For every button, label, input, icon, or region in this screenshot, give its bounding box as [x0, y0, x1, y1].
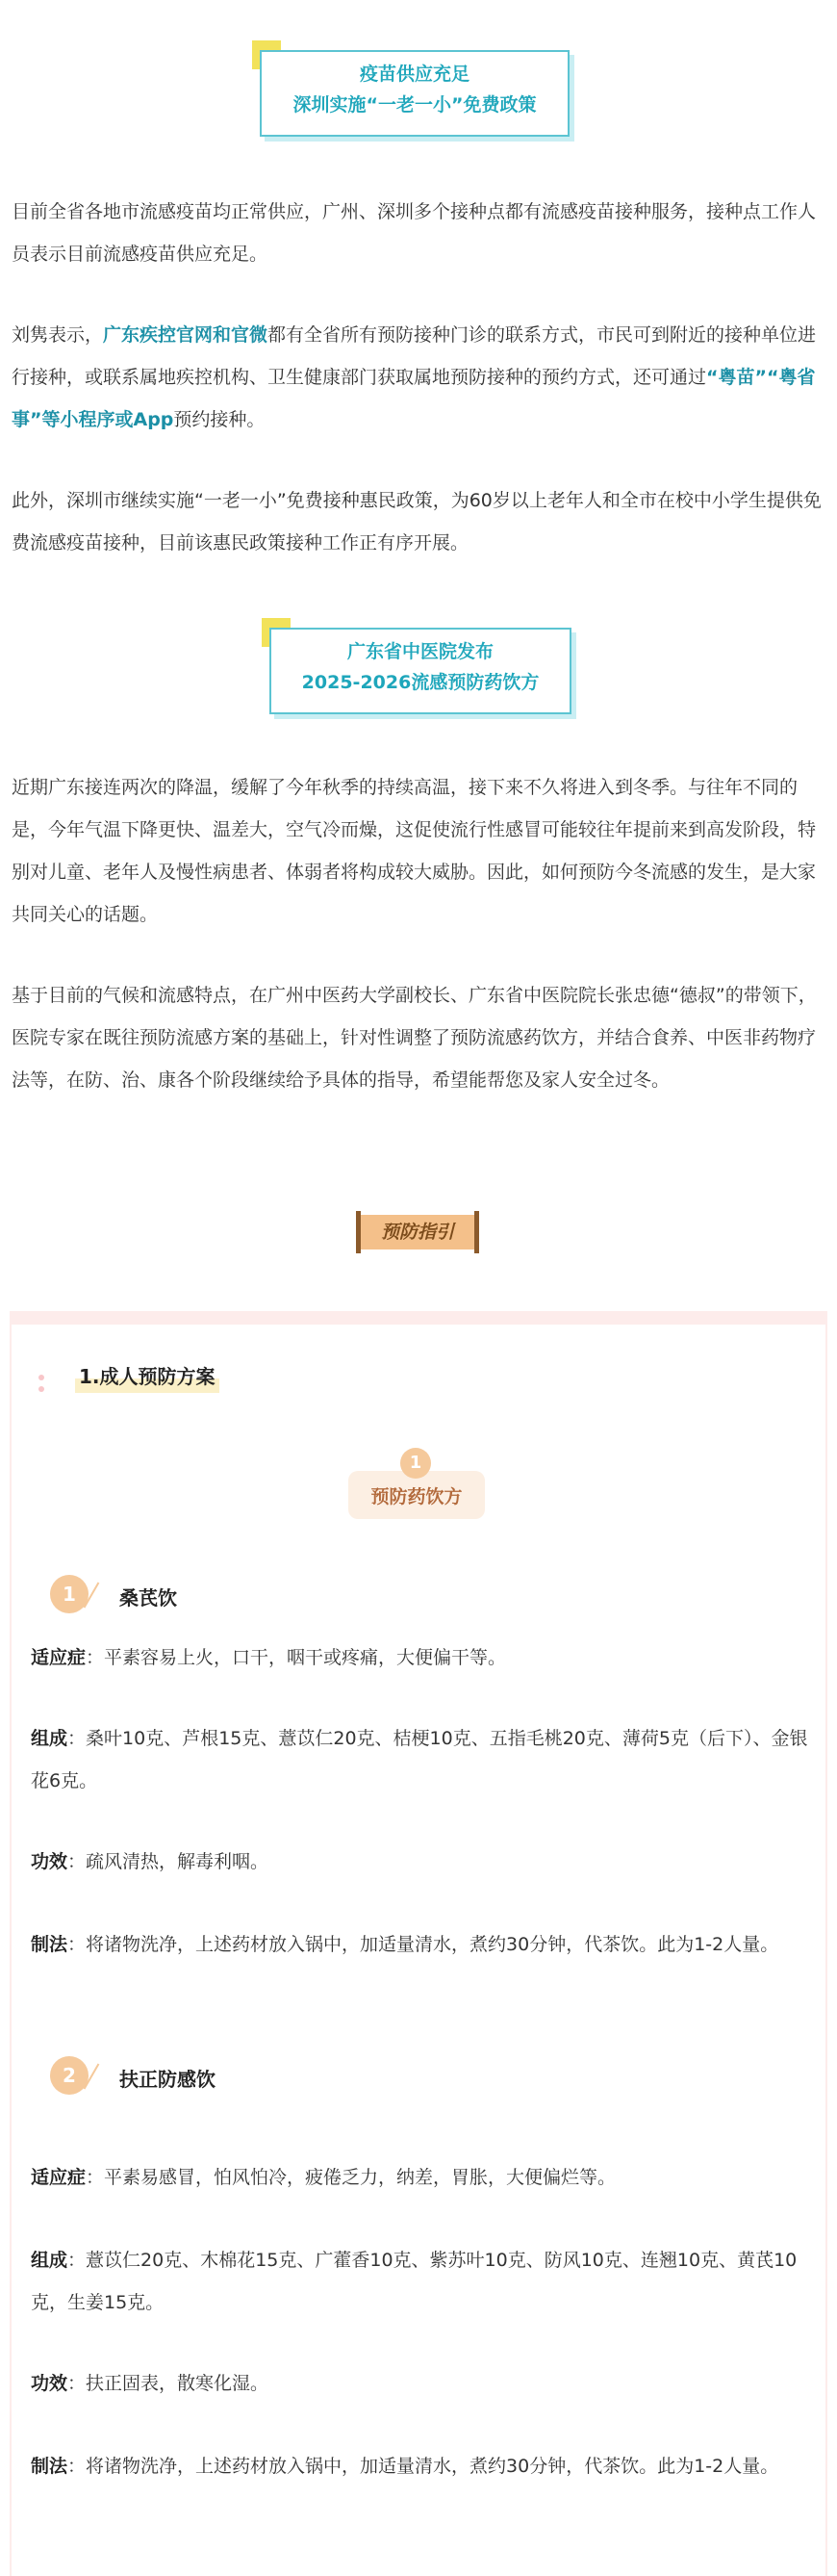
field-value: ：薏苡仁20克、木棉花15克、广藿香10克、紫苏叶10克、防风10克、连翘10克、黄芪10克，生姜15克。: [31, 2250, 798, 2313]
field-label: 适应症: [31, 2167, 87, 2188]
paragraph-supply: 目前全省各地市流感疫苗均正常供应，广州、深圳多个接种点都有流感疫苗接种服务，接种点工作人员表示目前流感疫苗供应充足。: [12, 201, 817, 265]
field-value: ：扶正固表，散寒化湿。: [67, 2373, 269, 2394]
recipe-indication: [31, 1636, 808, 1679]
recipe-title: 扶正防感饮: [119, 2068, 216, 2091]
field-label: 功效: [31, 1851, 68, 1872]
paragraph-weather: 近期广东接连两次的降温，缓解了今年秋季的持续高温，接下来不久将进入到冬季。与往年不同的是，今年气温下降更快、温差大，空气冷而燥，这促使流行性感冒可能较往年提前来到高发阶段，特别对儿童、老年人及慢性病患者、体弱者将构成较大威胁。因此，如何预防今冬流感的发生，是大家共同关心的话题。: [12, 777, 817, 925]
recipe-composition: [31, 1717, 808, 1802]
field-label: 组成: [31, 1728, 68, 1749]
banner-label: 预防指引: [361, 1215, 474, 1249]
field-label: 适应症: [31, 1647, 87, 1668]
text-run: 刘隽表示，: [12, 324, 104, 346]
recipe-section-label: 预防药饮方: [348, 1471, 485, 1519]
section-heading-vaccine: [252, 40, 570, 137]
scroll-rod-right: [474, 1211, 479, 1253]
heading-line-1: 广东省中医院发布: [346, 641, 494, 662]
paragraph-shenzhen-policy: 此外，深圳市继续实施“一老一小”免费接种惠民政策，为60岁以上老年人和全市在校中小学生提供免费流感疫苗接种，目前该惠民政策接种工作正有序开展。: [12, 490, 822, 554]
field-label: 制法: [31, 1934, 68, 1955]
section-heading-tcm: [262, 618, 571, 714]
recipe-method: [31, 1923, 808, 1966]
field-label: 组成: [31, 2250, 68, 2271]
field-value: ：将诸物洗净，上述药材放入锅中，加适量清水，煮约30分钟，代茶饮。此为1-2人量。: [67, 1934, 779, 1955]
recipe-number-badge: 1: [50, 1575, 89, 1613]
highlight-cdc-site: 广东疾控官网和官微: [103, 324, 268, 346]
field-value: ：将诸物洗净，上述药材放入锅中，加适量清水，煮约30分钟，代茶饮。此为1-2人量。: [67, 2456, 779, 2477]
recipe-indication: [31, 2156, 808, 2199]
paragraph-liu: [12, 314, 825, 441]
recipe-title: 桑芪饮: [119, 1586, 177, 1610]
recipe-section-number: 1: [400, 1448, 431, 1479]
heading-line-2: 2025-2026流感预防药饮方: [301, 672, 540, 693]
heading-line-2: 深圳实施“一老一小”免费政策: [292, 94, 537, 116]
field-value: ：桑叶10克、芦根15克、薏苡仁20克、桔梗10克、五指毛桃20克、薄荷5克（后下）、金银花6克。: [31, 1728, 808, 1791]
field-label: 功效: [31, 2373, 68, 2394]
recipe-effect: [31, 2362, 808, 2405]
paragraph-hospital: 基于目前的气候和流感特点，在广州中医药大学副校长、广东省中医院院长张忠德“德叔”的带领下，医院专家在既往预防流感方案的基础上，针对性调整了预防流感药饮方，并结合食养、中医非药物疗法等，在防、治、康各个阶段继续给予具体的指导，希望能帮您及家人安全过冬。: [12, 985, 817, 1091]
field-value: ：疏风清热，解毒利咽。: [67, 1851, 269, 1872]
highlight-apps: “粤苗”“粤省事”等小程序或App: [12, 367, 816, 430]
field-value: ：平素容易上火，口干，咽干或疼痛，大便偏干等。: [86, 1647, 507, 1668]
prevention-guide-banner: [356, 1211, 479, 1253]
field-value: ：平素易感冒，怕风怕冷，疲倦乏力，纳差，胃胀，大便偏烂等。: [86, 2167, 617, 2188]
text-run: 都有全省所有预防接种门诊的联系方式，市民可到附近的接种单位进行接种，或联系属地疾控机构、卫生健康部门获取属地预防接种的预约方式，还可通过: [12, 324, 817, 388]
recipe-effect: [31, 1841, 808, 1883]
field-label: 制法: [31, 2456, 68, 2477]
adult-plan-title: 1.成人预防方案: [75, 1361, 219, 1393]
decorative-dots: [38, 1375, 44, 1394]
recipe-composition: [31, 2239, 808, 2324]
heading-line-1: 疫苗供应充足: [359, 64, 469, 85]
text-run: 预约接种。: [173, 409, 266, 430]
recipe-number-badge: 2: [50, 2056, 89, 2095]
recipe-method: [31, 2445, 808, 2487]
